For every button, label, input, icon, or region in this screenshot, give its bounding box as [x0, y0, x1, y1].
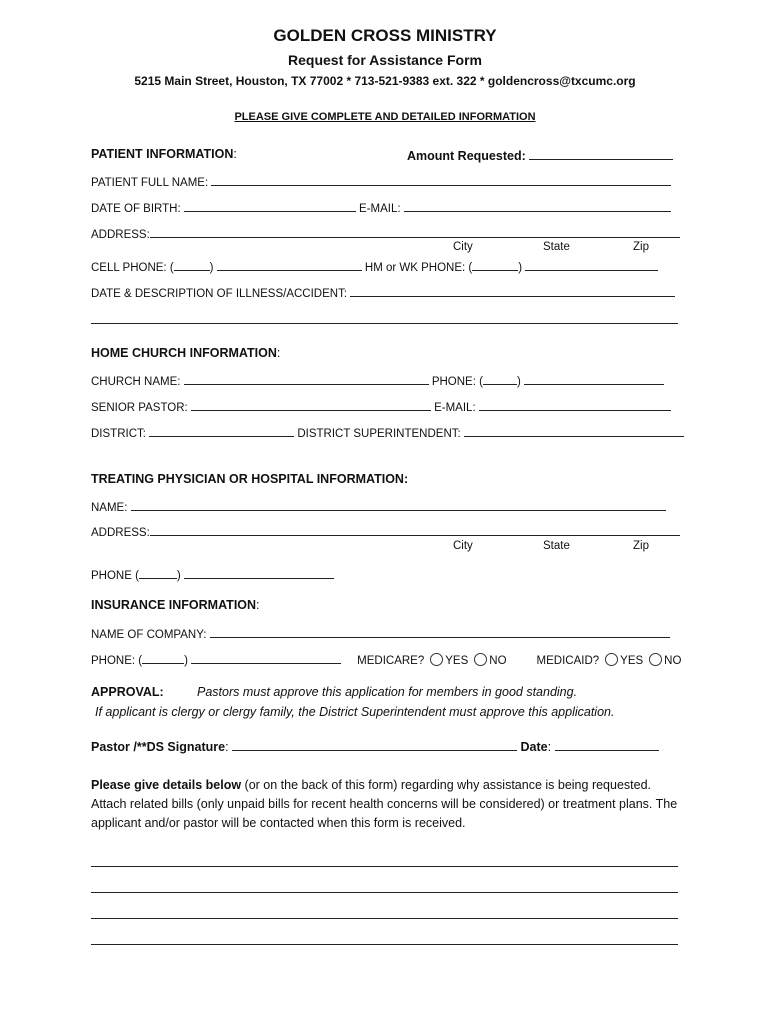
signature-date-label: Date [517, 740, 548, 754]
insurance-phone-field[interactable] [191, 651, 341, 664]
district-superintendent-label: DISTRICT SUPERINTENDENT: [294, 428, 464, 440]
physician-phone-row [91, 566, 681, 582]
insurance-phone-label: PHONE: ( [91, 655, 143, 667]
physician-address-label: ADDRESS: [91, 527, 150, 539]
dob-label: DATE OF BIRTH: [91, 203, 184, 215]
signature-colon: : [225, 740, 233, 754]
patient-email-label: E-MAIL: [355, 203, 404, 215]
signature-date-colon: : [547, 740, 555, 754]
cell-paren: ) [209, 262, 217, 274]
district-field[interactable] [149, 424, 294, 437]
amount-requested-field[interactable] [529, 147, 673, 160]
signature-label: Pastor /**DS Signature [91, 740, 226, 754]
medicare-label: MEDICARE? [357, 655, 425, 667]
medicare-no-radio[interactable] [474, 653, 487, 666]
dob-email-row [91, 199, 681, 215]
church-area-code-field[interactable] [483, 372, 517, 385]
cell-phone-field[interactable] [217, 258, 362, 271]
ministry-address: 5215 Main Street, Houston, TX 77002 * 713-521-9383 ext. 322 * goldencross@txcumc.org [134, 74, 636, 88]
hm-wk-phone-label: HM or WK PHONE: ( [361, 262, 473, 274]
physician-state-caption: State [543, 540, 570, 552]
cell-phone-label: CELL PHONE: ( [91, 262, 174, 274]
approval-note-clergy: If applicant is clergy or clergy family, the District Superintendent must approve this application. [95, 705, 615, 719]
medicaid-yes-label: YES [620, 655, 644, 667]
amount-requested-label: Amount Requested: [407, 149, 530, 163]
physician-address-field[interactable] [150, 523, 680, 536]
insurance-company-field[interactable] [210, 625, 670, 638]
medicaid-yes-radio[interactable] [605, 653, 618, 666]
illness-extra-line[interactable] [91, 322, 678, 324]
hm-area-code-field[interactable] [472, 258, 518, 271]
insurance-area-code-field[interactable] [142, 651, 184, 664]
amount-requested [407, 147, 673, 163]
district-row [91, 424, 681, 440]
complete-info-notice: PLEASE GIVE COMPLETE AND DETAILED INFORMATION [234, 111, 536, 123]
signature-date-field[interactable] [555, 738, 659, 751]
patient-full-name-label: PATIENT FULL NAME: [91, 177, 212, 189]
church-heading-text: HOME CHURCH INFORMATION [91, 346, 277, 360]
church-info-heading [91, 346, 280, 360]
dob-field[interactable] [184, 199, 356, 212]
insurance-paren: ) [184, 655, 192, 667]
patient-email-field[interactable] [404, 199, 671, 212]
details-line-4[interactable] [91, 943, 678, 945]
patient-address-field[interactable] [150, 225, 680, 238]
pastor-row [91, 398, 681, 414]
hm-paren: ) [518, 262, 526, 274]
patient-state-caption: State [543, 241, 570, 253]
patient-zip-caption: Zip [633, 241, 649, 253]
details-text: (or on the back of this form) regarding why assistance is being requested. Attach related bills (only unpaid bills for recent health concerns will be considered) or treatment plans. The applicant and/or pastor will be contacted when this form is received. [91, 778, 678, 830]
details-line-3[interactable] [91, 917, 678, 919]
form-subtitle: Request for Assistance Form [288, 52, 482, 68]
church-phone-field[interactable] [524, 372, 664, 385]
medicare-no-label: NO [489, 655, 507, 667]
illness-label: DATE & DESCRIPTION OF ILLNESS/ACCIDENT: [91, 288, 351, 300]
physician-name-label: NAME: [91, 502, 131, 514]
phone-row [91, 258, 681, 274]
pastor-email-field[interactable] [479, 398, 671, 411]
approval-note-members: Pastors must approve this application for members in good standing. [197, 685, 578, 699]
insurance-info-heading [91, 598, 260, 612]
pastor-email-label: E-MAIL: [430, 402, 479, 414]
ministry-title: GOLDEN CROSS MINISTRY [273, 26, 497, 45]
details-instructions [91, 776, 681, 833]
medicaid-no-label: NO [664, 655, 682, 667]
district-superintendent-field[interactable] [464, 424, 684, 437]
patient-full-name-row [91, 173, 681, 189]
insurance-heading-colon: : [256, 598, 260, 612]
physician-name-row [91, 498, 681, 514]
medicare-yes-label: YES [445, 655, 469, 667]
cell-area-code-field[interactable] [174, 258, 210, 271]
physician-city-caption: City [453, 540, 473, 552]
physician-paren: ) [176, 570, 184, 582]
church-phone-label: PHONE: ( [428, 376, 483, 388]
hm-wk-phone-field[interactable] [525, 258, 658, 271]
church-name-label: CHURCH NAME: [91, 376, 184, 388]
physician-address-row [91, 523, 681, 539]
approval-label: APPROVAL: [91, 685, 164, 699]
physician-phone-field[interactable] [184, 566, 334, 579]
physician-info-heading: TREATING PHYSICIAN OR HOSPITAL INFORMATION: [91, 472, 409, 486]
church-paren: ) [516, 376, 524, 388]
illness-field[interactable] [350, 284, 675, 297]
district-label: DISTRICT: [91, 428, 150, 440]
patient-city-caption: City [453, 241, 473, 253]
physician-zip-caption: Zip [633, 540, 649, 552]
details-line-2[interactable] [91, 891, 678, 893]
church-heading-colon: : [276, 346, 281, 360]
patient-address-label: ADDRESS: [91, 229, 150, 241]
medicare-yes-radio[interactable] [430, 653, 443, 666]
senior-pastor-label: SENIOR PASTOR: [91, 402, 191, 414]
patient-heading-text: PATIENT INFORMATION [91, 147, 234, 161]
medicaid-label: MEDICAID? [536, 655, 600, 667]
physician-name-field[interactable] [131, 498, 666, 511]
signature-field[interactable] [232, 738, 517, 751]
details-line-1[interactable] [91, 865, 678, 867]
illness-row [91, 284, 681, 300]
insurance-company-label: NAME OF COMPANY: [91, 629, 210, 641]
church-name-row [91, 372, 681, 388]
signature-row [91, 738, 681, 754]
church-name-field[interactable] [184, 372, 429, 385]
physician-area-code-field[interactable] [139, 566, 177, 579]
patient-full-name-field[interactable] [211, 173, 671, 186]
insurance-company-row [91, 625, 681, 641]
patient-address-row [91, 225, 681, 241]
patient-info-heading [91, 147, 237, 161]
physician-phone-label: PHONE ( [91, 570, 139, 582]
details-bold-lead: Please give details below [91, 778, 242, 792]
medicaid-no-radio[interactable] [649, 653, 662, 666]
insurance-phone-row [91, 651, 681, 667]
patient-heading-colon: : [233, 147, 237, 161]
insurance-heading-text: INSURANCE INFORMATION [91, 598, 257, 612]
senior-pastor-field[interactable] [191, 398, 431, 411]
